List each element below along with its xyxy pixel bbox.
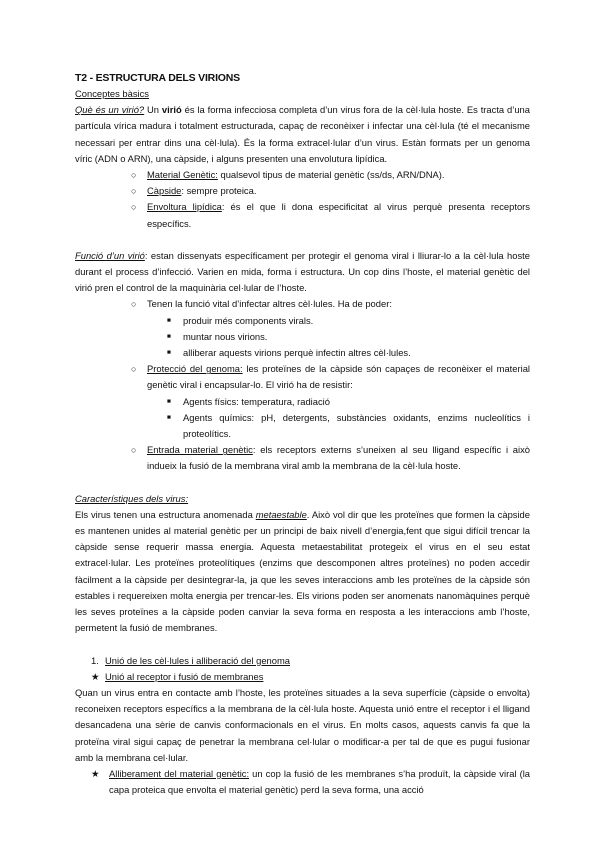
paragraph-virion-function: Funció d’un virió: estan dissenyats específicament per protegir el genoma viral i lliurar-lo a la cèl·lula hoste durant el process d’infecció. Varien en mida, forma i estructura. Un cop dins l’hoste, el material genètic del virió pren el control de la maquinària cel·lular de l’hoste. <box>75 249 530 294</box>
star-item-release: ★ Alliberament del material genètic: un cop la fusió de les membranes s’ha produït, la càpside viral (la capa proteica que envolta el material genètic) perd la seva forma, una acció <box>91 767 530 796</box>
star-heading-receptor: ★ Unió al receptor i fusió de membranes <box>75 669 530 685</box>
list-item: ■ alliberar aquests virions perquè infectin altres cèl·lules. <box>75 345 530 361</box>
list-item: ○ Envoltura lipídica: és el que li dona especificitat al virus perquè presenta receptors específics. <box>75 199 530 231</box>
section-heading-characteristics: Característiques dels virus: <box>75 492 189 504</box>
section-heading-basics: Conceptes bàsics <box>75 88 149 99</box>
star-icon: ★ <box>91 767 100 779</box>
protection-list <box>75 361 530 393</box>
function-sublist <box>75 313 530 362</box>
list-item: ○ Càpside: sempre proteica. <box>75 183 530 199</box>
list-item: ■ produir més components virals. <box>75 313 530 329</box>
list-item: ■ muntar nous virions. <box>75 329 530 345</box>
function-list <box>75 296 530 312</box>
list-item: ○ Entrada material genètic: els receptors externs s’uneixen al seu lligand específic i això indueix la fusió de la membrana viral amb la membrana de la cèl·lula hoste. <box>75 442 530 474</box>
paragraph-characteristics: Els virus tenen una estructura anomenada metaestable. Això vol dir que les proteïnes que formen la càpside es mantenen unides al material genètic per un principi de baix nivell d’energia,fent que sigui difícil trencar la càpside sense requerir massa energia. Aquesta metaestabilitat protegeix el virus en el seu estat extracel·lular. Les proteïnes proteolítiques (enzims que descomponen altres proteïnes) no poden accedir fàcilment a la càpside per desintegrar-la, ja que les seves interaccions amb les proteïnes de la càpside són estables i requereixen molta energia per trencar-les. Els virions poden ser anomenats nanomàquines perquè les seves proteïnes a la càpside poden canviar la seva forma en resposta a les interaccions amb l’hoste, permetent la fusió de membranes. <box>75 508 530 634</box>
document-page <box>75 70 530 798</box>
list-item: ○ Tenen la funció vital d’infectar altres cèl·lules. Ha de poder: <box>75 296 530 312</box>
list-item: ■ Agents químics: pH, detergents, substàncies oxidants, enzims nucleolítics i proteolítics. <box>75 410 530 442</box>
numbered-heading: 1. Unió de les cèl·lules i alliberació del genoma <box>91 654 290 666</box>
components-list <box>75 167 530 232</box>
page-title: T2 - ESTRUCTURA DELS VIRIONS <box>75 72 240 84</box>
list-item: ○ Protecció del genoma: les proteïnes de la càpside són capaçes de reconèixer el material genètic viral i encapsular-lo. El virió ha de resistir: <box>75 361 530 393</box>
entry-list <box>75 442 530 474</box>
paragraph-receptor: Quan un virus entra en contacte amb l’hoste, les proteïnes situades a la seva superfície (càpside o envolta) reconeixen receptors específics a la membrana de la cèl·lula hoste. Aquesta unió entre el receptor i el lligand desancadena una sèrie de canvis conformacionals en el virus. En molts casos, aquests canvis fa que la proteïna viral sigui capaç de penetrar la membrana cel·lular o modificar-a per tal de que es pugui fusionar amb la membrana cel·lular. <box>75 686 530 763</box>
paragraph-virion-definition: Què és un virió? Un virió és la forma infecciosa completa d’un virus fora de la cèl·lula hoste. Es tracta d’una partícula vírica madura i totalment estructurada, capaç de reconèixer i infectar una cèl·lula (té el mecanisme necessari per entrar dins una cèl·lula). És la forma extracel·lular d’un virus. Estàn formats per un genoma víric (ADN o ARN), una càpside, i alguns presenten una envolutura lipídica. <box>75 104 530 164</box>
star-icon: ★ <box>91 670 100 682</box>
list-item: ■ Agents físics: temperatura, radiació <box>75 394 530 410</box>
list-item: ○ Material Genètic: qualsevol tipus de material genètic (ss/ds, ARN/DNA). <box>75 167 530 183</box>
protection-sublist <box>75 394 530 443</box>
